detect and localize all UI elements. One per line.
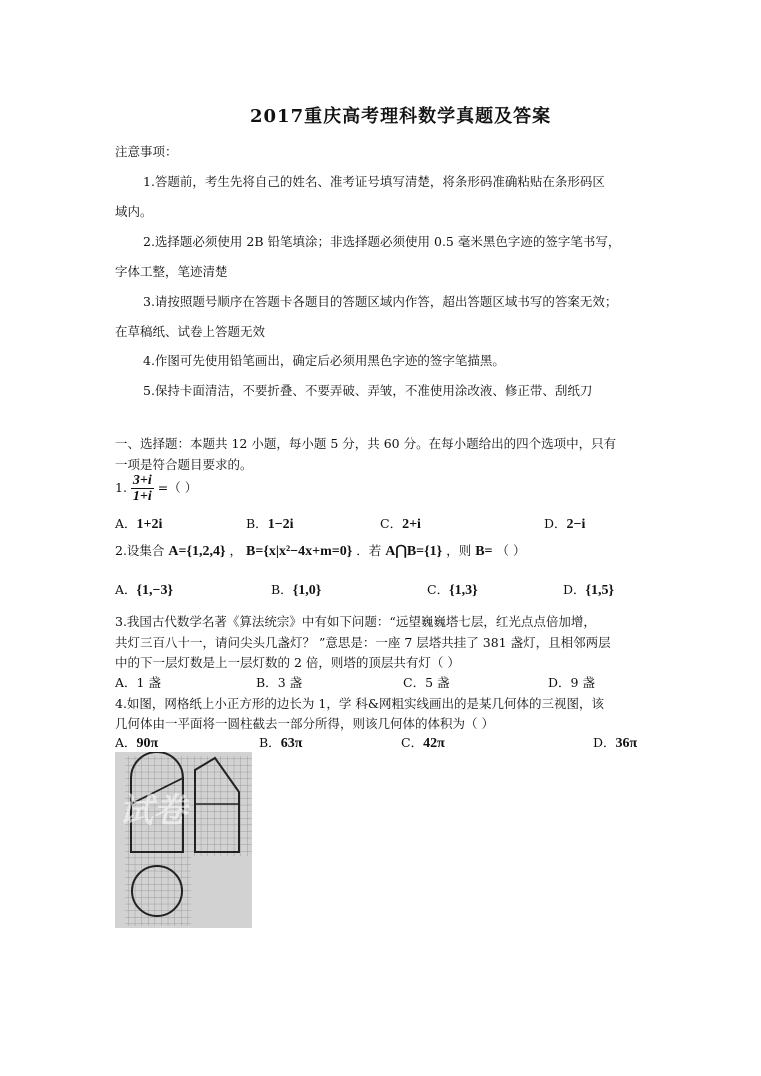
q3-option-c-value: 5 盏 — [425, 675, 450, 690]
q4-option-c-value: 42π — [423, 736, 445, 751]
notice-item-3-line-2: 在草稿纸、试卷上答题无效 — [115, 324, 266, 339]
q2-option-b — [271, 580, 321, 599]
notice-item-2-line-2: 字体工整，笔迹清楚 — [115, 264, 228, 279]
notice-item-4: 4.作图可先使用铅笔画出，确定后必须用黑色字迹的签字笔描黑。 — [143, 353, 505, 368]
q1-number: 1. — [115, 480, 127, 495]
q3-option-a-label: A． — [115, 675, 137, 690]
q1-option-d-value: 2−i — [566, 517, 586, 532]
page-title: 2017重庆高考理科数学真题及答案 — [250, 106, 552, 127]
q2-comma: ， — [229, 543, 243, 558]
q4-option-c — [401, 733, 445, 752]
section-1-line-1: 一、选择题：本题共 12 小题，每小题 5 分，共 60 分。在每小题给出的四个选项中，只有 — [115, 436, 617, 451]
three-view-figure — [115, 752, 252, 928]
q4-option-a — [115, 733, 158, 752]
section-1-line-2: 一项是符合题目要求的。 — [115, 457, 253, 472]
q1-fraction — [131, 473, 154, 504]
q2-option-a-value: {1,−3} — [136, 583, 174, 598]
q2-option-b-value: {1,0} — [292, 583, 322, 598]
q3-option-a-value: 1 盏 — [136, 675, 161, 690]
q2-option-d — [563, 580, 614, 599]
q4-line-2: 几何体由一平面将一圆柱截去一部分所得，则该几何体的体积为（ ） — [115, 716, 494, 731]
q1-option-a-label: A． — [115, 516, 137, 531]
q2-mid2: ，则 — [446, 543, 472, 558]
question-2 — [115, 541, 525, 560]
q4-line-1: 4.如图，网格纸上小正方形的边长为 1，学 科&网粗实线画出的是某几何体的三视图，该 — [115, 696, 604, 711]
q2-option-a-label: A． — [115, 582, 137, 597]
q2-option-c — [427, 580, 478, 599]
q1-denominator: 1+i — [132, 489, 152, 504]
q4-option-a-value: 90π — [136, 736, 159, 751]
q2-ask: B= — [475, 544, 493, 559]
q2-option-c-label: C． — [427, 582, 450, 597]
q3-option-d — [548, 673, 595, 691]
q3-option-b-value: 3 盏 — [277, 675, 303, 690]
q3-line-3: 中的下一层灯数是上一层灯数的 2 倍，则塔的顶层共有灯（ ） — [115, 655, 460, 670]
q2-set-a: A={1,2,4} — [168, 544, 226, 559]
q4-option-b-value: 63π — [280, 736, 303, 751]
q1-option-b — [246, 514, 294, 533]
q2-option-a — [115, 580, 173, 599]
q2-option-c-value: {1,3} — [449, 583, 478, 598]
q1-tail: =（ ） — [157, 480, 198, 495]
q1-option-b-label: B． — [246, 516, 268, 531]
q1-option-b-value: 1−2i — [267, 517, 294, 532]
q4-option-b — [259, 733, 302, 752]
q4-option-c-label: C． — [401, 735, 424, 750]
question-1 — [115, 473, 197, 504]
three-view-drawing — [115, 752, 252, 928]
q1-option-c-label: C． — [380, 516, 403, 531]
q3-option-a — [115, 673, 161, 691]
q3-option-c-label: C． — [403, 675, 426, 690]
q3-option-d-value: 9 盏 — [570, 675, 595, 690]
q4-option-d-value: 36π — [615, 736, 638, 751]
q1-numerator: 3+i — [132, 473, 152, 488]
q2-condition: A⋂B={1} — [385, 544, 443, 559]
watermark: 试卷 — [119, 791, 187, 831]
q1-option-a — [115, 514, 162, 533]
q4-option-a-label: A． — [115, 735, 137, 750]
q3-option-d-label: D． — [548, 675, 571, 690]
q2-option-d-label: D． — [563, 582, 586, 597]
q3-line-2: 共灯三百八十一，请问尖头几盏灯？ ”意思是：一座 7 层塔共挂了 381 盏灯，且相邻两层 — [115, 635, 611, 650]
q2-option-d-value: {1,5} — [585, 583, 615, 598]
q2-mid: ．若 — [356, 543, 382, 558]
notice-item-3-line-1: 3.请按照题号顺序在答题卡各题目的答题区域内作答，超出答题区域书写的答案无效； — [143, 294, 618, 309]
q4-option-d-label: D． — [593, 735, 616, 750]
q1-option-c — [380, 514, 421, 533]
notice-item-1-line-2: 域内。 — [115, 204, 153, 219]
q1-option-d — [544, 514, 585, 533]
q2-tail: （ ） — [496, 543, 526, 558]
q1-option-d-label: D． — [544, 516, 567, 531]
notice-item-1-line-1: 1.答题前，考生先将自己的姓名、准考证号填写清楚，将条形码准确粘贴在条形码区 — [143, 174, 605, 189]
q4-option-b-label: B． — [259, 735, 281, 750]
q2-set-b: B={x|x²−4x+m=0} — [246, 544, 353, 559]
q1-option-a-value: 1+2i — [136, 517, 163, 532]
q3-line-1: 3.我国古代数学名著《算法统宗》中有如下问题：“远望巍巍塔七层，红光点点倍加增， — [115, 614, 596, 629]
notice-item-5: 5.保持卡面清洁，不要折叠、不要弄破、弄皱，不准使用涂改液、修正带、刮纸刀 — [143, 383, 593, 398]
q2-option-b-label: B． — [271, 582, 293, 597]
q3-option-c — [403, 673, 450, 691]
q1-option-c-value: 2+i — [402, 517, 421, 532]
q3-option-b-label: B． — [256, 675, 278, 690]
q2-prefix: 2.设集合 — [115, 543, 165, 558]
notice-item-2-line-1: 2.选择题必须使用 2B 铅笔填涂；非选择题必须使用 0.5 毫米黑色字迹的签字笔书写， — [143, 234, 621, 249]
q3-option-b — [256, 673, 302, 691]
notice-heading: 注意事项： — [115, 144, 178, 159]
q4-option-d — [593, 733, 637, 752]
